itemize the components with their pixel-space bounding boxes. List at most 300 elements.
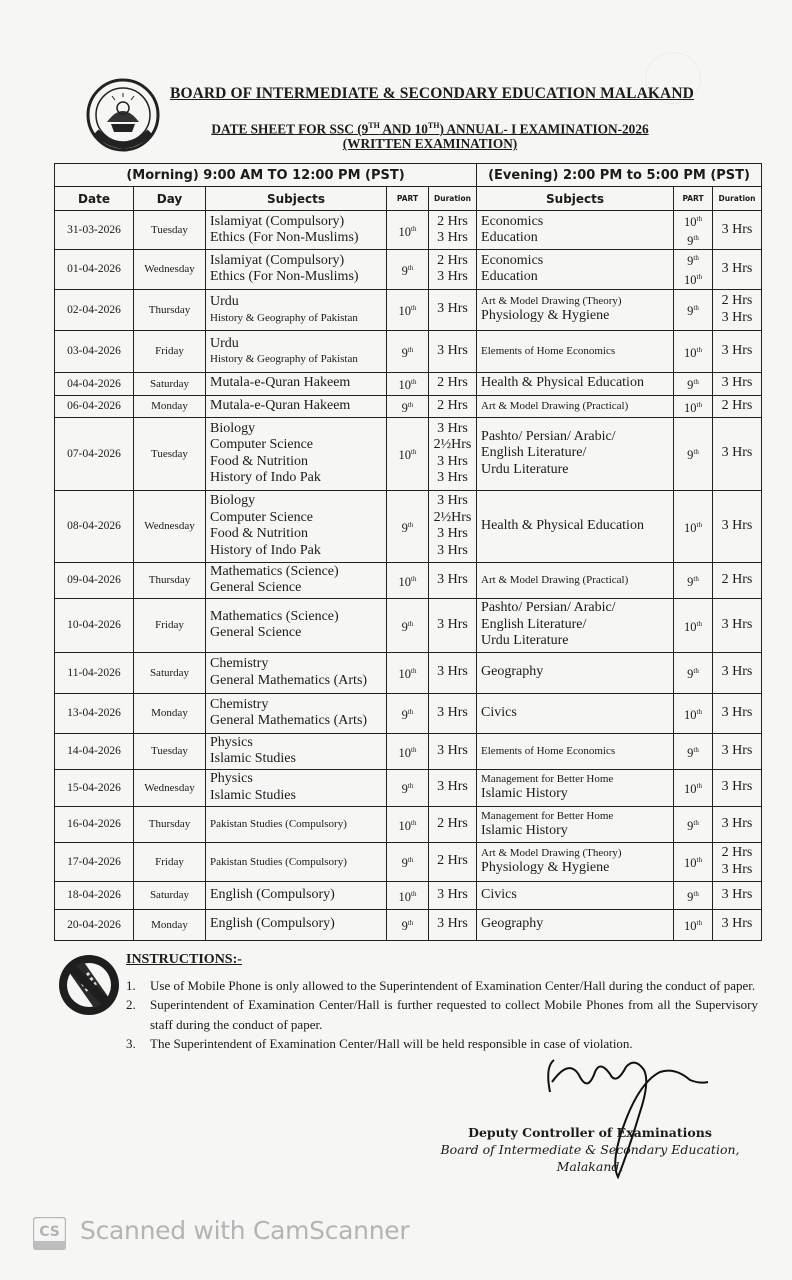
morning-subjects-cell: [206, 733, 387, 769]
morning-part-line: 10th: [398, 304, 417, 319]
morning-part-line: 9th: [401, 919, 414, 934]
morning-part-line: 9th: [401, 856, 414, 871]
morning-duration-line: 3 Hrs: [437, 301, 468, 317]
morning-duration-line: 2½Hrs: [433, 509, 472, 525]
evening-duration-line: 3 Hrs: [721, 221, 753, 237]
evening-duration-cell: [713, 372, 762, 395]
evening-subjects-cell: [477, 652, 674, 693]
morning-subjects-line: General Mathematics (Arts): [210, 713, 368, 729]
evening-part-line: 10th: [684, 215, 702, 230]
evening-subjects-cell: [477, 769, 674, 806]
morning-part-cell: [387, 693, 429, 733]
evening-part-cell: [674, 372, 713, 395]
board-title: BOARD OF INTERMEDIATE & SECONDARY EDUCATION MALAKAND: [170, 85, 694, 102]
date-cell: 03-04-2026: [55, 330, 134, 372]
morning-subjects-cell: [206, 881, 387, 909]
morning-part-line: 9th: [401, 400, 414, 415]
evening-subjects-line: Civics: [481, 704, 517, 720]
evening-part-line: 9th: [687, 667, 699, 682]
morning-duration-cell: [429, 652, 477, 693]
morning-subjects-line: Islamic Studies: [210, 787, 296, 803]
day-cell: Thursday: [134, 806, 206, 842]
morning-subjects-line: Mathematics (Science): [210, 608, 339, 624]
morning-duration-cell: [429, 769, 477, 806]
morning-duration-cell: [429, 490, 477, 562]
col-date: Date: [55, 187, 134, 211]
morning-part-line: 10th: [398, 889, 417, 904]
morning-subjects-cell: [206, 395, 387, 417]
morning-part-cell: [387, 417, 429, 490]
table-row: [55, 395, 762, 417]
morning-part-cell: [387, 881, 429, 909]
table-row: [55, 250, 762, 289]
morning-part-cell: [387, 562, 429, 598]
signatory-organization: Board of Intermediate & Secondary Education,: [440, 1142, 740, 1157]
evening-part-cell: [674, 769, 713, 806]
evening-duration-cell: [713, 211, 762, 250]
morning-subjects-cell: [206, 372, 387, 395]
morning-subjects-line: English (Compulsory): [210, 916, 335, 932]
date-cell: 08-04-2026: [55, 490, 134, 562]
day-cell: Thursday: [134, 289, 206, 330]
morning-duration-line: 3 Hrs: [437, 616, 468, 632]
morning-part-cell: [387, 250, 429, 289]
table-row: [55, 881, 762, 909]
evening-subjects-line: Pashto/ Persian/ Arabic/: [481, 428, 616, 444]
evening-duration-cell: [713, 693, 762, 733]
morning-part-line: 10th: [398, 745, 417, 760]
evening-part-line: 9th: [687, 889, 699, 904]
evening-subjects-cell: [477, 490, 674, 562]
instructions-title: INSTRUCTIONS:-: [126, 952, 242, 967]
evening-subjects-line: Education: [481, 269, 538, 285]
evening-part-cell: [674, 211, 713, 250]
evening-subjects-line: English Literature/: [481, 616, 587, 632]
day-cell: Saturday: [134, 372, 206, 395]
evening-subjects-line: Economics: [481, 252, 544, 268]
evening-subjects-cell: [477, 211, 674, 250]
morning-subjects-line: Chemistry: [210, 696, 269, 712]
morning-part-line: 10th: [398, 448, 417, 463]
day-cell: Tuesday: [134, 733, 206, 769]
evening-duration-cell: [713, 909, 762, 940]
morning-duration-cell: [429, 330, 477, 372]
morning-subjects-line: Chemistry: [210, 656, 269, 672]
signatory-title: Deputy Controller of Examinations: [468, 1125, 712, 1140]
evening-subjects-cell: [477, 289, 674, 330]
morning-duration-cell: [429, 395, 477, 417]
table-row: [55, 598, 762, 652]
table-row: [55, 289, 762, 330]
morning-subjects-line: Urdu: [210, 294, 239, 310]
morning-part-cell: [387, 909, 429, 940]
morning-subjects-cell: [206, 652, 387, 693]
col-part-evening: PART: [674, 187, 713, 211]
morning-subjects-line: Mutala-e-Quran Hakeem: [210, 397, 351, 413]
morning-duration-line: 3 Hrs: [437, 453, 468, 469]
evening-duration-cell: [713, 250, 762, 289]
morning-duration-line: 3 Hrs: [437, 916, 468, 932]
col-duration: Duration: [429, 187, 477, 211]
morning-subjects-line: Food & Nutrition: [210, 526, 309, 542]
morning-duration-cell: [429, 693, 477, 733]
table-row: [55, 330, 762, 372]
evening-duration-line: 3 Hrs: [721, 886, 753, 902]
evening-subjects-line: Urdu Literature: [481, 633, 569, 649]
morning-duration-line: 2½Hrs: [433, 437, 472, 453]
morning-subjects-cell: [206, 289, 387, 330]
date-sheet-table: [54, 163, 762, 941]
morning-session-header: (Morning) 9:00 AM TO 12:00 PM (PST): [55, 164, 477, 187]
evening-part-line: 10th: [684, 619, 702, 634]
morning-duration-line: 2 Hrs: [437, 853, 468, 869]
date-cell: 17-04-2026: [55, 842, 134, 881]
date-cell: 16-04-2026: [55, 806, 134, 842]
table-row: [55, 372, 762, 395]
morning-duration-line: 3 Hrs: [437, 571, 468, 587]
table-row: [55, 490, 762, 562]
day-cell: Wednesday: [134, 250, 206, 289]
date-cell: 15-04-2026: [55, 769, 134, 806]
morning-duration-line: 2 Hrs: [437, 815, 468, 831]
morning-duration-line: 2 Hrs: [437, 213, 468, 229]
evening-duration-line: 3 Hrs: [721, 616, 753, 632]
evening-part-line: 10th: [684, 782, 702, 797]
evening-duration-line: 2 Hrs: [721, 571, 753, 587]
morning-subjects-cell: [206, 250, 387, 289]
evening-subjects-line: Urdu Literature: [481, 461, 569, 477]
morning-subjects-cell: [206, 806, 387, 842]
morning-subjects-line: Biology: [210, 420, 256, 436]
morning-duration-line: 3 Hrs: [437, 704, 468, 720]
evening-duration-cell: [713, 395, 762, 417]
day-cell: Thursday: [134, 562, 206, 598]
evening-subjects-cell: [477, 842, 674, 881]
evening-part-cell: [674, 842, 713, 881]
morning-subjects-line: History of Indo Pak: [210, 470, 321, 486]
morning-duration-cell: [429, 211, 477, 250]
evening-part-cell: [674, 881, 713, 909]
evening-subjects-line: Pashto/ Persian/ Arabic/: [481, 600, 616, 616]
instructions-list: [126, 976, 758, 1053]
evening-duration-line: 3 Hrs: [721, 916, 753, 932]
morning-part-cell: [387, 598, 429, 652]
morning-duration-line: 2 Hrs: [437, 397, 468, 413]
date-cell: 11-04-2026: [55, 652, 134, 693]
evening-duration-line: 3 Hrs: [721, 445, 753, 461]
morning-part-line: 10th: [398, 574, 417, 589]
evening-subjects-cell: [477, 806, 674, 842]
day-cell: Wednesday: [134, 490, 206, 562]
day-cell: Wednesday: [134, 769, 206, 806]
evening-duration-line: 3 Hrs: [721, 779, 753, 795]
morning-duration-line: 3 Hrs: [437, 493, 468, 509]
evening-part-cell: [674, 733, 713, 769]
evening-part-line: 10th: [684, 856, 702, 871]
sheet-subtitle: (WRITTEN EXAMINATION): [342, 136, 518, 152]
morning-part-cell: [387, 289, 429, 330]
table-row: [55, 733, 762, 769]
evening-part-cell: [674, 330, 713, 372]
evening-duration-line: 3 Hrs: [721, 815, 753, 831]
evening-subjects-cell: [477, 250, 674, 289]
evening-subjects-line: Physiology & Hygiene: [481, 308, 610, 324]
morning-duration-cell: [429, 289, 477, 330]
evening-part-cell: [674, 250, 713, 289]
morning-part-cell: [387, 806, 429, 842]
evening-subjects-cell: [477, 395, 674, 417]
morning-subjects-line: Computer Science: [210, 437, 314, 453]
evening-subjects-cell: [477, 881, 674, 909]
morning-part-line: 9th: [401, 520, 414, 535]
morning-part-line: 10th: [398, 818, 417, 833]
evening-part-cell: [674, 395, 713, 417]
evening-subjects-line: Art & Model Drawing (Practical): [481, 400, 629, 413]
morning-part-cell: [387, 372, 429, 395]
evening-duration-line: 2 Hrs: [721, 293, 753, 309]
evening-part-line: 10th: [684, 273, 702, 288]
date-cell: 31-03-2026: [55, 211, 134, 250]
evening-subjects-cell: [477, 693, 674, 733]
table-row: [55, 562, 762, 598]
table-row: [55, 693, 762, 733]
col-subjects-evening: Subjects: [477, 187, 674, 211]
morning-subjects-line: Pakistan Studies (Compulsory): [210, 818, 347, 831]
morning-duration-line: 3 Hrs: [437, 269, 468, 285]
morning-duration-line: 3 Hrs: [437, 526, 468, 542]
sheet-title: DATE SHEET FOR SSC (9TH AND 10TH) ANNUAL- I EXAMINATION-2026 (WRITTEN EXAMINATION): [211, 121, 649, 152]
morning-subjects-line: Urdu: [210, 335, 239, 351]
evening-duration-line: 3 Hrs: [721, 861, 753, 877]
morning-part-line: 9th: [401, 263, 414, 279]
evening-part-line: 10th: [684, 345, 702, 360]
table-row: [55, 211, 762, 250]
evening-duration-cell: [713, 490, 762, 562]
evening-duration-cell: [713, 289, 762, 330]
evening-subjects-line: Education: [481, 230, 538, 246]
evening-subjects-line: Art & Model Drawing (Theory): [481, 847, 622, 860]
day-cell: Saturday: [134, 881, 206, 909]
morning-part-line: 10th: [398, 667, 417, 682]
morning-subjects-line: General Science: [210, 580, 302, 596]
day-cell: Friday: [134, 842, 206, 881]
evening-subjects-line: Elements of Home Economics: [481, 745, 616, 758]
morning-duration-line: 3 Hrs: [437, 470, 468, 486]
evening-duration-cell: [713, 562, 762, 598]
evening-part-line: 10th: [684, 400, 702, 415]
evening-part-line: 9th: [687, 818, 699, 833]
no-mobile-phone-icon: [56, 952, 122, 1018]
evening-part-line: 9th: [687, 304, 699, 319]
evening-part-line: 9th: [687, 745, 699, 760]
date-cell: 13-04-2026: [55, 693, 134, 733]
evening-duration-line: 3 Hrs: [721, 664, 753, 680]
morning-subjects-line: General Mathematics (Arts): [210, 672, 368, 688]
morning-duration-line: 3 Hrs: [437, 779, 468, 795]
evening-subjects-line: Health & Physical Education: [481, 517, 644, 533]
evening-subjects-cell: [477, 733, 674, 769]
morning-duration-line: 2 Hrs: [437, 252, 468, 268]
morning-subjects-line: General Science: [210, 625, 302, 641]
instruction-item: 1. Use of Mobile Phone is only allowed to the Superintendent of Examination Center/Hall during the conduct of paper.: [126, 978, 756, 993]
morning-part-cell: [387, 330, 429, 372]
evening-part-line: 9th: [687, 254, 699, 269]
morning-subjects-line: Islamiyat (Compulsory): [210, 213, 345, 229]
evening-subjects-cell: [477, 562, 674, 598]
evening-subjects-line: Physiology & Hygiene: [481, 860, 610, 876]
evening-part-cell: [674, 909, 713, 940]
date-cell: 07-04-2026: [55, 417, 134, 490]
evening-part-line: 10th: [684, 707, 702, 722]
day-cell: Friday: [134, 598, 206, 652]
evening-part-line: 10th: [684, 919, 702, 934]
evening-duration-cell: [713, 733, 762, 769]
table-row: [55, 806, 762, 842]
day-cell: Monday: [134, 693, 206, 733]
morning-subjects-line: Mathematics (Science): [210, 563, 339, 579]
morning-subjects-line: Food & Nutrition: [210, 453, 309, 469]
board-logo: [82, 78, 164, 152]
morning-duration-cell: [429, 806, 477, 842]
morning-subjects-line: Ethics (For Non-Muslims): [210, 269, 359, 285]
evening-part-cell: [674, 289, 713, 330]
date-cell: 02-04-2026: [55, 289, 134, 330]
evening-subjects-cell: [477, 598, 674, 652]
morning-subjects-line: Biology: [210, 493, 256, 509]
evening-part-cell: [674, 490, 713, 562]
table-row: [55, 652, 762, 693]
evening-subjects-line: Islamic History: [481, 786, 568, 802]
morning-subjects-cell: [206, 598, 387, 652]
morning-subjects-cell: [206, 769, 387, 806]
evening-subjects-line: English Literature/: [481, 445, 587, 461]
evening-subjects-cell: [477, 330, 674, 372]
evening-subjects-line: Health & Physical Education: [481, 375, 644, 391]
morning-duration-cell: [429, 733, 477, 769]
evening-duration-cell: [713, 652, 762, 693]
morning-duration-cell: [429, 372, 477, 395]
evening-subjects-line: Islamic History: [481, 822, 568, 838]
evening-duration-cell: [713, 806, 762, 842]
morning-duration-line: 3 Hrs: [437, 542, 468, 558]
day-cell: Saturday: [134, 652, 206, 693]
evening-duration-cell: [713, 417, 762, 490]
evening-duration-line: 3 Hrs: [721, 517, 753, 533]
morning-subjects-cell: [206, 909, 387, 940]
evening-subjects-cell: [477, 417, 674, 490]
morning-duration-cell: [429, 881, 477, 909]
evening-part-line: 9th: [687, 574, 699, 589]
morning-subjects-cell: [206, 562, 387, 598]
morning-part-cell: [387, 652, 429, 693]
col-part: PART: [387, 187, 429, 211]
morning-part-cell: [387, 211, 429, 250]
morning-part-line: 10th: [398, 224, 417, 239]
date-cell: 01-04-2026: [55, 250, 134, 289]
evening-subjects-line: Geography: [481, 664, 544, 680]
morning-subjects-line: Computer Science: [210, 509, 314, 525]
evening-subjects-line: Management for Better Home: [481, 809, 614, 822]
morning-part-cell: [387, 769, 429, 806]
evening-duration-line: 3 Hrs: [721, 342, 753, 358]
day-cell: Tuesday: [134, 417, 206, 490]
evening-part-cell: [674, 652, 713, 693]
date-cell: 09-04-2026: [55, 562, 134, 598]
day-cell: Monday: [134, 909, 206, 940]
evening-part-cell: [674, 806, 713, 842]
evening-duration-cell: [713, 330, 762, 372]
camscanner-watermark: Scanned with CamScanner: [80, 1216, 410, 1245]
morning-duration-cell: [429, 250, 477, 289]
morning-duration-line: 3 Hrs: [437, 886, 468, 902]
date-cell: 04-04-2026: [55, 372, 134, 395]
table-row: [55, 842, 762, 881]
evening-subjects-cell: [477, 909, 674, 940]
morning-duration-line: 2 Hrs: [437, 375, 468, 391]
table-row: [55, 909, 762, 940]
day-cell: Friday: [134, 330, 206, 372]
evening-part-cell: [674, 693, 713, 733]
morning-duration-cell: [429, 562, 477, 598]
table-row: [55, 417, 762, 490]
date-cell: 14-04-2026: [55, 733, 134, 769]
evening-part-cell: [674, 598, 713, 652]
morning-part-line: 9th: [401, 782, 414, 797]
morning-subjects-line: Islamic Studies: [210, 751, 296, 767]
morning-duration-cell: [429, 909, 477, 940]
evening-duration-line: 2 Hrs: [721, 845, 753, 861]
date-cell: 10-04-2026: [55, 598, 134, 652]
morning-duration-line: 3 Hrs: [437, 230, 468, 246]
evening-duration-line: 3 Hrs: [721, 742, 753, 758]
morning-part-cell: [387, 842, 429, 881]
evening-duration-cell: [713, 881, 762, 909]
evening-duration-line: 3 Hrs: [721, 375, 753, 391]
evening-subjects-line: Art & Model Drawing (Theory): [481, 295, 622, 308]
evening-subjects-line: Geography: [481, 916, 544, 932]
morning-subjects-cell: [206, 693, 387, 733]
morning-subjects-line: Mutala-e-Quran Hakeem: [210, 375, 351, 391]
morning-subjects-line: English (Compulsory): [210, 886, 335, 902]
evening-duration-line: 3 Hrs: [721, 261, 753, 277]
morning-part-line: 9th: [401, 345, 414, 360]
morning-subjects-line: History & Geography of Pakistan: [210, 311, 358, 324]
morning-subjects-cell: [206, 211, 387, 250]
camscanner-logo-icon: [33, 1217, 66, 1250]
instruction-item: 2. Superintendent of Examination Center/Hall is further requested to collect Mobile Phones from all the Supervisory staff during the conduct of paper.: [126, 997, 758, 1032]
morning-duration-cell: [429, 417, 477, 490]
evening-subjects-line: Elements of Home Economics: [481, 345, 616, 358]
evening-duration-line: 2 Hrs: [721, 397, 753, 413]
day-cell: Monday: [134, 395, 206, 417]
evening-part-line: 9th: [687, 448, 699, 463]
svg-text:CS: CS: [39, 1224, 60, 1240]
morning-subjects-cell: [206, 417, 387, 490]
morning-subjects-line: Physics: [210, 771, 253, 787]
morning-duration-line: 3 Hrs: [437, 664, 468, 680]
morning-part-line: 9th: [401, 707, 414, 722]
morning-subjects-cell: [206, 490, 387, 562]
morning-part-line: 10th: [398, 378, 417, 393]
evening-subjects-cell: [477, 372, 674, 395]
morning-subjects-cell: [206, 330, 387, 372]
evening-duration-line: 3 Hrs: [721, 704, 753, 720]
day-cell: Tuesday: [134, 211, 206, 250]
morning-duration-line: 3 Hrs: [437, 342, 468, 358]
evening-duration-cell: [713, 598, 762, 652]
morning-subjects-line: History & Geography of Pakistan: [210, 353, 358, 366]
evening-part-line: 10th: [684, 520, 702, 535]
